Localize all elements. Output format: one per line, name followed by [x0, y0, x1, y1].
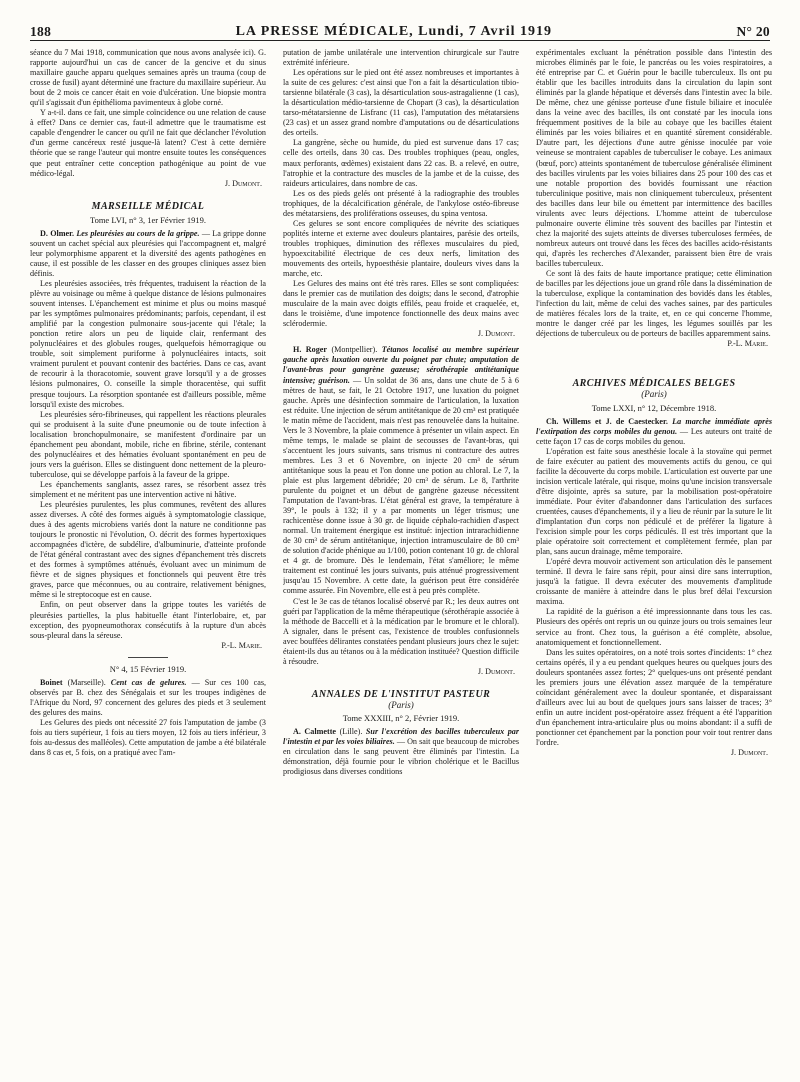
article-location: (Marseille).: [67, 677, 106, 687]
journal-heading: ANNALES DE L'INSTITUT PASTEUR: [311, 688, 491, 700]
article-body: — Un soldat de 36 ans, dans une chute de 5 à 6 mètres de haut, se fait, le 21 Octobre 1917, une luxation du poignet gauche. Après une désinfection sommaire de l'articulation, la luxation est réduite. Une injection de sérum antitétanique de 20 cm³ est pratiquée le matin même de l'accident, mais n'est pas renouvelée dans la huitaine. Vers le 3 Novembre, la plaie commence à présenter un vilain aspect. En même temps, le malade se plaint de secousses de l'avant-bras, qui s'accentuent les jours suivants, sans trismus ni contracture des autres membres. Les 3 et 6 Novembre, on injecte 20 cm³ de sérum antitétanique sous la peau et l'on donne une potion au chloral. Le 7, la plaie est plus largement débridée; 20 cm³ de sérum. Le 8, l'arthrite purulente du poignet et un début de gangrène gazeuse nécessitent l'amputation de l'avant-bras. L'état général est grave, la température à 39°, le pouls à 132; il y a par moments un léger trismus; une rachicentèse donne issue à 30 gr. de liquide céphalo-rachidien d'aspect normal. Un traitement énergique est institué: injection intrarachidienne de 30 cm³ de sérum antitétanique, injection intramusculaire de 80 cm³ de solution d'acide phénique au 1/100, potion contenant 10 gr. de chloral et 4 gr. de bromure. Dès le lendemain, l'état s'améliore; le même traitement est continué les jours suivants, puis atténué progressivement jusqu'au 15 Novembre. A cette date, la guérison peut être considérée comme assurée. Fin Novembre, elle est à peu près complète.: [283, 375, 519, 596]
paragraph: C'est le 3e cas de tétanos localisé observé par R.; les deux autres ont guéri par l'application de la même thérapeutique (sérothérapie associée à la méthode de Baccelli et à la médication par le bromure et le chloral). A signaler, dans le présent cas, l'existence de troubles confusionnels avec bouffées délirantes constatées pendant plusieurs jours chez le sujet: étaient-ils dus au tétanos ou à la médication instituée? Question difficile à résoudre.: [283, 596, 519, 666]
journal-title: LA PRESSE MÉDICALE, Lundi, 7 Avril 1919: [235, 24, 553, 39]
article-title: Sur l'excrétion des bacilles tuberculeux par l'intestin et par les voies biliaires.: [283, 727, 519, 747]
signature: J. Dumont.: [477, 666, 515, 676]
paragraph: Les os des pieds gelés ont présenté à la radiographie des troubles trophiques, de la décalcification générale, de l'ankylose ostéo-fibreuse des métatarsiens, des proliférations osseuses, du spina ventosa.: [283, 188, 519, 218]
paragraph: Les pleurésies purulentes, les plus communes, revêtent des allures assez diverses. A côté des formes aiguës à symptomatologie classique, dues à des agents microbiens variés dont la nature ne conditionne pas toujours le pronostic ni l'évolution, O. décrit des formes hypertoxiques accompagnées d'ictère, de subdélire, d'albuminurie, d'atteinte profonde de l'état général contrastant avec des signes d'épanchement très discrets et des formes à symptômes atténués, évoluant avec un minimum de fièvre et de signes physiques et fonctionnels qui peuvent être très graves, parce que méconnues, ou au contraire, relativement bénignes, même si le streptocoque est en cause.: [30, 500, 266, 600]
columns: [30, 48, 772, 1068]
journal-heading: ARCHIVES MÉDICALES BELGES: [572, 378, 736, 390]
column-1: [30, 48, 266, 1068]
article-body: — Sur ces 100 cas, observés par B. chez des Sénégalais et sur les troupes indigènes de l'Afrique du Nord, 97 concernent des gelures des pieds et 3 seulement des gelures des mains.: [30, 677, 266, 717]
article-title: Les pleurésies au cours de la grippe.: [76, 228, 200, 238]
signature: J. Dumont.: [224, 178, 262, 188]
article-location: (Montpellier).: [331, 345, 378, 355]
volume-line: Tome XXXIII, n° 2, Février 1919.: [342, 713, 460, 723]
article-lead: [283, 345, 519, 596]
paragraph: Les Gelures des pieds ont nécessité 27 fois l'amputation de jambe (3 fois au tiers supérieur, 1 fois au tiers moyen, 12 fois au tiers inférieur, 3 fois au-dessus des malléoles). Cette amputation de jambe a été bilatérale dans 8 cas et, 5 fois, on a pratiqué avec l'am-: [30, 717, 266, 758]
article-author: Ch. Willems et J. de Caestecker.: [546, 416, 668, 426]
paragraph: La gangrène, sèche ou humide, du pied est survenue dans 17 cas; celle des orteils, dans 30 cas. Des troubles trophiques (peau, ongles, maux perforants, œdèmes) existaient dans 22 cas. B. a relevé, en outre, l'atrophie et la contracture des muscles de la jambe et de la cuisse, des raideurs articulaires, dans nombre de cas.: [283, 138, 519, 188]
article-lead: [30, 229, 266, 279]
article-author: D. Olmer.: [40, 228, 75, 238]
paragraph: Les pleurésies séro-fibrineuses, qui rappellent les réactions pleurales qui se produisent à la suite d'une pneumonie ou de toute infection à localisation bronchopulmonaire, se manifestent d'ordinaire par un épanchement peu abondant, mobile, riche en fibrine, stérile, contenant des polynucléaires et des hématies évoluant spontanément en peu de jours vers la guérison. Elles se distinguent donc nettement de la pleuro-tuberculose, qui se développe parfois à la faveur de la grippe.: [30, 409, 266, 479]
volume-line: Tome LXXI, n° 12, Décembre 1918.: [591, 402, 717, 413]
paragraph: L'opération est faite sous anesthésie locale à la stovaïne qui permet de faire exécuter au patient des mouvements actifs du genou, ce qui facilite la découverte du corps mobile. L'articulation est ouverte par une incision verticale latérale, qui risque, moins qu'une incision transversale d'être disjointe, après sa suture, par la mobilisation post-opératoire immédiate. Pour éviter d'abandonner dans l'articulation des surfaces cruentées, causes d'épanchements, il y a lieu de réunir par la suture le lit d'implantation d'un corps non pédiculé et de préférer la ligature à l'excision simple pour les corps pédiculés. Il est très important que la plaie opératoire soit correctement et complètement fermée, plan par plan, sans aucun drainage, même temporaire.: [536, 446, 772, 557]
paragraph: Ces gelures se sont encore compliquées de névrite des sciatiques poplités interne et externe avec douleurs plantaires, parésie des orteils, troubles trophiques, diminution des réflexes musculaires du pied, hypoexcitabilité électrique de ces deux nerfs, limitation des mouvements des orteils, hypoesthésie plantaire, douleurs vives dans la marche, etc.: [283, 218, 519, 279]
article-lead: [283, 727, 519, 777]
article-author: Boinet: [40, 677, 63, 687]
article-location: (Lille).: [339, 727, 363, 737]
volume-line: N° 4, 15 Février 1919.: [109, 663, 187, 674]
column-3: [536, 48, 772, 1068]
paragraph: séance du 7 Mai 1918, communication que nous avons analysée ici). G. rapporte aujourd'hui un cas de cancer de la gencive et du sinus maxillaire gauche apparu quelques semaines après un trauma (coup de crosse de fusil) ayant déterminé une fracture du maxillaire supérieur. Au bout de 2 mois ce cancer était en voie d'ulcération. Une biopsie montra qu'il s'agissait d'un épithélioma pavimenteux à globe corné.: [30, 48, 266, 108]
article-lead: [30, 678, 266, 718]
article-title: La marche immédiate après l'extirpation des corps mobiles du genou.: [536, 416, 772, 436]
paragraph: Enfin, on peut observer dans la grippe toutes les variétés de pleurésies partielles, la plus habituelle étant l'interlobaire, et, par exception, des pyopneumothorax consécutifs à la rupture d'un abcès sous-pleural dans la séreuse.: [30, 600, 266, 640]
paragraph: L'opéré devra mouvoir activement son articulation dès le pansement terminé. Il devra le faire sans répit, pour ainsi dire sans interruption, jusqu'à la fatigue. Il devra exécuter des mouvements d'amplitude croissante de manière à atteindre dans le plus bref délai l'excursion maxima.: [536, 557, 772, 607]
article-title: Cent cas de gelures.: [110, 677, 187, 687]
paragraph: putation de jambe unilatérale une intervention chirurgicale sur l'autre extrémité inférieure.: [283, 48, 519, 68]
article-author: H. Roger: [293, 345, 327, 355]
signature: J. Dumont.: [477, 329, 515, 339]
page-header: [30, 18, 770, 41]
paragraph: Les Gelures des mains ont été très rares. Elles se sont compliquées: dans le premier cas de mutilation des doigts; dans le second, d'atrophie musculaire de la main avec doigts effilés, peau froide et craquelée, et, dans le troisième, d'une impotence fonctionnelle des deux mains avec sclérodermie.: [283, 279, 519, 329]
signature: P.-L. Marie.: [727, 339, 768, 349]
column-2: [283, 48, 519, 1068]
divider: [128, 657, 168, 658]
article-author: A. Calmette: [293, 727, 337, 737]
page-number: 188: [30, 24, 52, 39]
signature: J. Dumont.: [730, 748, 768, 758]
article-title: Tétanos localisé au membre supérieur gauche après luxation ouverte du poignet par chute; amputation de l'avant-bras pour gangrène gazeuse; sérothérapie antitétanique intensive; guérison.: [283, 345, 519, 385]
paragraph: Les opérations sur le pied ont été assez nombreuses et importantes à la suite de ces gelures: c'est ainsi que l'on a fait la désarticulation tibio-tarsienne bilatérale (3 cas), la désarticulation sous-astragalienne (1 cas), la désarticulation médio-tarsienne de Chopart (3 cas), la désarticulation tarso-métatarsienne de Lisfranc (11 cas), l'amputation des métatarsiens (23 cas) et un assez grand nombre d'amputations ou de désarticulations des orteils.: [283, 68, 519, 138]
paragraph: La rapidité de la guérison a été impressionnante dans tous les cas. Plusieurs des opérés ont repris un ou quinze jours ou trois semaines leur service au front. Chez tous, la guérison a été complète, absolue, anatomiquement et fonctionnellement.: [536, 607, 772, 647]
article-lead: [536, 417, 772, 447]
paragraph: Les pleurésies associées, très fréquentes, traduisent la réaction de la plèvre au voisinage ou même à quelque distance de lésions pulmonaires souvent intenses. L'épanchement est minime et plus ou moins masqué par les symptômes pulmonaires prédominants; parfois, cependant, il est amplifié par la congestion pulmonaire sous-jacente qui l'étale; la ponction retire alors un peu de liquide clair, renfermant des polynucléaires et des globules rouges, quelquefois hémorragique ou trouble, soit simplement puriforme à polynucléaires intacts, soit vraiment purulent et pouvant contenir des bactéries. Dans ce cas, avant de recourir à la thoracotomie, souvent grave lorsqu'il y a de grosses lésions pulmonaires, O. conseille la simple thoracentèse, qui suffit presque toujours. La résorption spontanée est d'ailleurs possible, même lorsqu'il existe des microbes.: [30, 278, 266, 409]
volume-line: Tome LVI, n° 3, 1er Février 1919.: [89, 214, 207, 225]
journal-city: (Paris): [388, 699, 414, 710]
article-body: — La grippe donne souvent un cachet spécial aux pleurésies qui l'accompagnent et, malgré leur polymorphisme apparent et la diversité des agents pathogènes en cause, il est possible de les classer en des groupes cliniques assez bien définis.: [30, 228, 266, 278]
signature: P.-L. Marie.: [221, 640, 262, 650]
journal-city: (Paris): [641, 389, 667, 400]
paragraph: Y a-t-il. dans ce fait, une simple coïncidence ou une relation de cause à effet? Dans ce dernier cas, faut-il admettre que le traumatisme est capable d'engendrer le cancer ou qu'il ne fait que déclancher l'évolution d'un germe cancéreux resté jusque-là latent? C'est à cette dernière théorie que se range l'auteur qui montre ensuite toutes les conséquences que peut entraîner cette conception pathogénique au point de vue médico-légal.: [30, 108, 266, 178]
paragraph: Ce sont là des faits de haute importance pratique; cette élimination de bacilles par les déjections joue un grand rôle dans la dissémination de la tuberculose, explique la contamination des bovidés dans les étables, l'infection du lait, même de celui des vaches saines, par des particules de matières fécales lors de la traite, et, en ce qui concerne l'homme, montre le danger créé par les linges, les légumes souillés par les déjections de tuberculeux ou de porteurs de bacilles apparemment sains.: [536, 269, 772, 339]
paragraph: Dans les suites opératoires, on a noté trois sortes d'incidents: 1° chez certains opérés, il y a eu pendant quelques heures ou quelques jours des douleurs spontanées assez fortes; 2° quelques-uns ont présenté pendant les premiers jours une élévation assez marquée de la température coïncidant généralement avec la douleur spontanée, et disparaissant d'ailleurs avec lui au bout de quelques jours sans laisser de traces; 3° enfin un autre incident post-opératoire assez fréquent a été l'apparition d'un épanchement intra-articulaire plus ou moins abondant: il a suffi de ponctionner cet épanchement par la ponction pour voir tout rentrer dans l'ordre.: [536, 647, 772, 748]
issue-number: N° 20: [736, 24, 770, 39]
article-body: — Les auteurs ont traité de cette façon 17 cas de corps mobiles du genou.: [536, 426, 772, 446]
journal-heading: MARSEILLE MÉDICAL: [91, 200, 205, 212]
paragraph: expérimentales excluant la pénétration possible dans l'intestin des microbes éliminés par le foie, le pancréas ou les voies respiratoires, a été entreprise par C. et Guérin pour le bacille tuberculeux. Ils ont pu établir que les bacilles introduits dans la circulation du lapin sont éliminés par la glande hépatique et déversés dans l'intestin avec la bile. De même, chez une génisse porteuse d'une fistule biliaire et inoculée dans la veine avec des bacilles, ils ont constaté par les inocula ions fréquemment positives de la bile au cobaye que les bacilles étaient éliminés par les voies biliaires et en quantité sûrement considérable. D'autre part, les déjections d'une autre génisse inoculée par voie veineuse se montraient capables de tuberculiser le cobaye. Les animaux (bœuf, porc) atteints spontanément de tuberculose généralisée éliminent des bacilles virulents par les voies biliaires dans 25 pour 100 des cas et une notable proportion des bovidés fournissant une réaction tuberculinique positive, mais non cliniquement tuberculeux, présentent des bacilles dans leur bile ou émettent par intermittence des bacilles virulents avec leurs déjections. L'homme atteint de tuberculose pulmonaire ouverte élimine très souvent des bacilles par l'intestin et chez la majorité des sujets atteints de diverses tuberculoses fermées, de nombreux auteurs ont trouvé dans les fèces des bacilles acido-résistants qui, d'après les recherches d'Alexander, paraissent bien être de vrais bacilles tuberculeux.: [536, 48, 772, 268]
article-body: — On sait que beaucoup de microbes en circulation dans le sang peuvent être éliminés par l'intestin. La démonstration, déjà fournie pour le vibrion cholérique et le Bacillus prodigiosus dans diverses conditions: [283, 737, 519, 777]
paragraph: Les épanchements sanglants, assez rares, se résorbent assez très simplement et ne méritent pas une intervention active ni hâtive.: [30, 479, 266, 499]
